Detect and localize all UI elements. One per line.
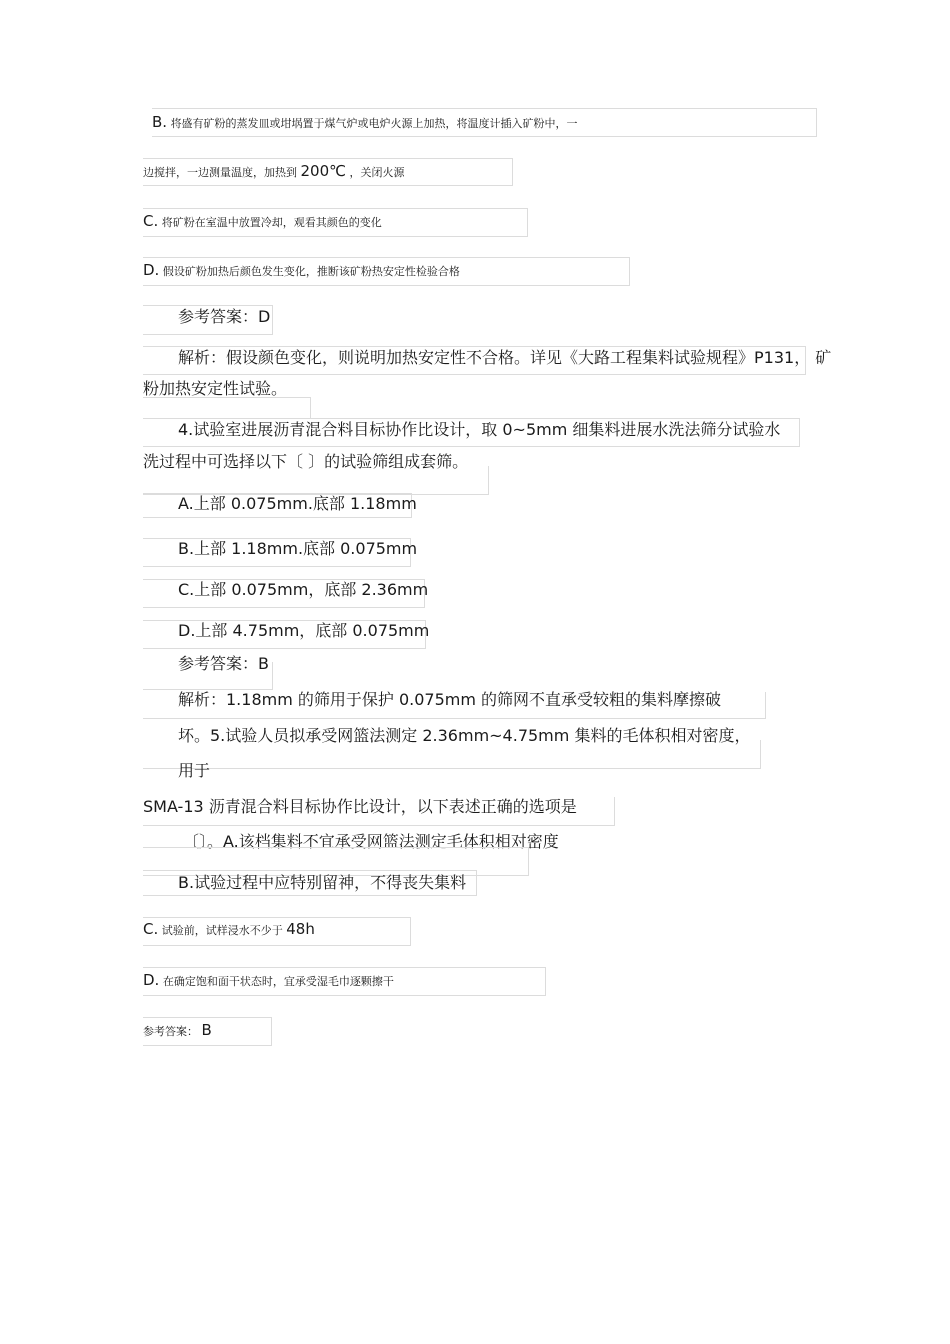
frame-fragment	[143, 662, 273, 690]
option-b-temp: 200℃	[300, 162, 346, 180]
frame-fragment	[143, 692, 766, 719]
frame-fragment	[143, 397, 311, 418]
option-b-cont-post: ，关闭火源	[349, 166, 405, 179]
option-5c	[143, 917, 411, 946]
answer-1: 参考答案：D	[143, 305, 273, 335]
option-d-text: 假设矿粉加热后颜色发生变化，推断该矿粉热安定性检验合格	[162, 265, 460, 278]
option-b-prefix: B.	[152, 113, 168, 131]
answer-2: 参考答案：B	[178, 654, 269, 673]
option-5c-prefix: C.	[143, 920, 159, 938]
analysis-2-line-3: 用于	[178, 761, 211, 780]
answer-3-label: 参考答案：	[143, 1025, 198, 1038]
analysis-2-line-2: 坏。5.试验人员拟承受网篮法测定 2.36mm~4.75mm 集料的毛体积相对密度，	[178, 726, 751, 745]
option-4d: D.上部 4.75mm，底部 0.075mm	[143, 620, 426, 649]
option-5d	[143, 967, 546, 996]
analysis-1-line-2: 粉加热安定性试验。	[143, 379, 288, 398]
analysis-1-line-1: 解析：假设颜色变化，则说明加热安定性不合格。详见《大路工程集料试验规程》P131， 矿	[143, 346, 806, 375]
answer-3-value: B	[201, 1021, 212, 1039]
option-5c-text: 试验前，试样浸水不少于	[161, 924, 283, 937]
option-d-line	[143, 257, 630, 286]
option-c-prefix: C.	[143, 212, 159, 230]
option-d-prefix: D.	[143, 261, 160, 279]
frame-fragment	[143, 740, 761, 769]
option-b-line-2	[143, 158, 513, 186]
analysis-2-line-1: 解析：1.18mm 的筛用于保护 0.075mm 的筛网不直承受较粗的集料摩擦破	[178, 690, 722, 709]
option-4a: A.上部 0.075mm.底部 1.18mm	[143, 493, 412, 518]
question-5-line-1: SMA-13 沥青混合料目标协作比设计，以下表述正确的选项是	[143, 797, 577, 816]
frame-fragment	[143, 466, 489, 495]
question-5-line-2: 〔〕。A.该档集料不宜承受网篮法测定毛体积相对密度	[183, 832, 559, 851]
option-c-line	[143, 208, 528, 237]
answer-3	[143, 1017, 272, 1046]
option-4b: B.上部 1.18mm.底部 0.075mm	[143, 538, 411, 567]
option-5b: B.试验过程中应特别留神，不得丧失集料	[143, 870, 477, 896]
option-5d-text: 在确定饱和面干状态时，宜承受湿毛巾逐颗擦干	[162, 975, 394, 988]
option-5c-value: 48h	[286, 920, 315, 938]
question-4-line-1: 4.试验室进展沥青混合料目标协作比设计，取 0~5mm 细集料进展水洗法筛分试验水	[143, 418, 800, 447]
option-b-text: 将盛有矿粉的蒸发皿或坩埚置于煤气炉或电炉火源上加热，将温度计插入矿粉中，一	[170, 117, 578, 130]
question-4-line-2: 洗过程中可选择以下〔 〕的试验筛组成套筛。	[143, 452, 469, 471]
option-4c: C.上部 0.075mm，底部 2.36mm	[143, 579, 425, 608]
frame-fragment	[143, 797, 615, 826]
option-b-line-1	[152, 108, 817, 137]
option-5d-prefix: D.	[143, 971, 160, 989]
option-c-text: 将矿粉在室温中放置冷却，观看其颜色的变化	[161, 216, 382, 229]
option-b-cont-pre: 边搅拌，一边测量温度，加热到	[143, 166, 297, 179]
